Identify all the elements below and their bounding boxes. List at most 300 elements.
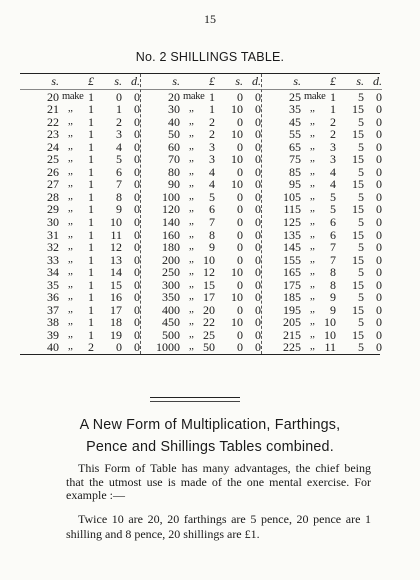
cell-pence: 0 <box>376 240 382 255</box>
cell-ditto-mark: ,, <box>68 190 73 202</box>
cell-pounds: 4 <box>209 164 215 179</box>
cell-pence: 0 <box>255 252 261 267</box>
header-shillings-result: s. <box>356 74 364 88</box>
cell-pence: 0 <box>255 152 261 167</box>
cell-pounds: 5 <box>330 202 336 217</box>
cell-shillings: 115 <box>283 202 301 217</box>
cell-shillings-result: 10 <box>231 315 243 330</box>
cell-ditto-mark: ,, <box>310 241 315 253</box>
cell-shillings-result: 2 <box>116 114 122 129</box>
table-row <box>20 216 140 229</box>
cell-ditto-mark: ,, <box>68 203 73 215</box>
header-shillings-result: s. <box>235 74 243 88</box>
cell-shillings-result: 15 <box>352 252 364 267</box>
cell-pounds: 1 <box>88 240 94 255</box>
cell-shillings: 35 <box>289 102 301 117</box>
cell-pence: 0 <box>376 164 382 179</box>
cell-shillings-result: 0 <box>237 277 243 292</box>
cell-pounds: 9 <box>330 290 336 305</box>
cell-pounds: 1 <box>88 327 94 342</box>
cell-pence: 0 <box>134 114 140 129</box>
table-row <box>262 203 382 216</box>
table-header-row <box>20 75 140 90</box>
cell-pence: 0 <box>376 215 382 230</box>
cell-pounds: 9 <box>330 302 336 317</box>
cell-shillings-result: 13 <box>110 252 122 267</box>
cell-shillings: 31 <box>47 227 59 242</box>
cell-ditto-mark: ,, <box>68 328 73 340</box>
cell-shillings-result: 10 <box>231 127 243 142</box>
cell-ditto-mark: ,, <box>68 241 73 253</box>
cell-shillings: 32 <box>47 240 59 255</box>
cell-pounds: 8 <box>330 277 336 292</box>
cell-pence: 0 <box>255 315 261 330</box>
cell-ditto-mark: ,, <box>68 291 73 303</box>
cell-pence: 0 <box>255 240 261 255</box>
cell-pounds: 20 <box>203 302 215 317</box>
table-row <box>20 203 140 216</box>
table-row <box>262 91 382 104</box>
cell-pounds: 1 <box>88 227 94 242</box>
cell-pence: 0 <box>255 302 261 317</box>
cell-ditto-mark: ,, <box>68 165 73 177</box>
divider-rule-thin <box>150 401 240 402</box>
table-row <box>262 166 382 179</box>
cell-pounds: 1 <box>330 89 336 104</box>
cell-shillings-result: 10 <box>231 265 243 280</box>
cell-shillings-result: 3 <box>116 127 122 142</box>
cell-pence: 0 <box>376 127 382 142</box>
cell-pence: 0 <box>134 215 140 230</box>
cell-ditto-mark: ,, <box>189 341 194 353</box>
cell-shillings: 145 <box>283 240 301 255</box>
cell-pounds: 1 <box>88 152 94 167</box>
cell-shillings-result: 0 <box>237 327 243 342</box>
cell-ditto-mark: ,, <box>310 165 315 177</box>
cell-shillings-result: 15 <box>352 227 364 242</box>
cell-ditto-mark: ,, <box>68 140 73 152</box>
table-column-3 <box>261 74 382 354</box>
cell-pence: 0 <box>134 277 140 292</box>
cell-shillings: 65 <box>289 139 301 154</box>
cell-shillings-result: 7 <box>116 177 122 192</box>
cell-ditto-mark: ,, <box>310 153 315 165</box>
table-column-2 <box>140 74 261 354</box>
cell-shillings: 40 <box>47 340 59 355</box>
cell-shillings: 60 <box>168 139 180 154</box>
header-shillings: s. <box>172 74 180 88</box>
cell-pounds: 6 <box>330 215 336 230</box>
cell-shillings-result: 0 <box>237 139 243 154</box>
table-row <box>141 141 261 154</box>
cell-shillings: 70 <box>168 152 180 167</box>
cell-shillings-result: 5 <box>358 290 364 305</box>
cell-shillings: 185 <box>283 290 301 305</box>
cell-pounds: 5 <box>330 189 336 204</box>
cell-ditto-mark: ,, <box>310 253 315 265</box>
cell-pounds: 1 <box>330 102 336 117</box>
cell-pounds: 7 <box>330 252 336 267</box>
table-row <box>141 216 261 229</box>
cell-pence: 0 <box>376 327 382 342</box>
cell-ditto-mark: ,, <box>310 103 315 115</box>
cell-pence: 0 <box>134 327 140 342</box>
cell-pence: 0 <box>255 290 261 305</box>
header-shillings-result: s. <box>114 74 122 88</box>
table-row <box>20 329 140 342</box>
cell-pence: 0 <box>376 89 382 104</box>
cell-shillings: 27 <box>47 177 59 192</box>
cell-pounds: 1 <box>88 252 94 267</box>
cell-pence: 0 <box>255 177 261 192</box>
table-row <box>20 103 140 116</box>
cell-shillings: 300 <box>162 277 180 292</box>
cell-pounds: 1 <box>88 102 94 117</box>
cell-ditto-mark: ,, <box>68 278 73 290</box>
header-shillings: s. <box>51 74 59 88</box>
cell-shillings: 22 <box>47 114 59 129</box>
cell-shillings-result: 11 <box>110 227 122 242</box>
cell-shillings-result: 5 <box>358 89 364 104</box>
cell-ditto-mark: ,, <box>189 128 194 140</box>
header-pounds: £ <box>330 74 336 88</box>
table-header-row <box>141 75 261 90</box>
cell-pence: 0 <box>134 202 140 217</box>
table-row <box>262 266 382 279</box>
cell-shillings: 20 <box>168 89 180 104</box>
table-row <box>262 153 382 166</box>
cell-pence: 0 <box>255 265 261 280</box>
table-row <box>262 178 382 191</box>
cell-pounds: 22 <box>203 315 215 330</box>
cell-shillings: 34 <box>47 265 59 280</box>
example-paragraph: Twice 10 are 20, 20 farthings are 5 pence, 20 pence are 1 shilling and 8 pence, 20 shillings are £1. <box>66 512 371 541</box>
cell-shillings: 30 <box>47 215 59 230</box>
header-pounds: £ <box>209 74 215 88</box>
cell-pounds: 4 <box>330 177 336 192</box>
cell-shillings-result: 0 <box>116 340 122 355</box>
cell-pounds: 2 <box>209 114 215 129</box>
cell-ditto-mark: ,, <box>189 303 194 315</box>
cell-shillings: 20 <box>47 89 59 104</box>
table-row <box>20 116 140 129</box>
cell-pence: 0 <box>134 315 140 330</box>
cell-ditto-mark: ,, <box>189 228 194 240</box>
cell-shillings-result: 15 <box>352 277 364 292</box>
table-row <box>20 91 140 104</box>
cell-pence: 0 <box>255 102 261 117</box>
header-pence: d. <box>373 74 382 88</box>
cell-shillings-result: 15 <box>352 102 364 117</box>
cell-pounds: 1 <box>88 189 94 204</box>
cell-ditto-mark: ,, <box>189 178 194 190</box>
table-row <box>20 166 140 179</box>
cell-pence: 0 <box>134 302 140 317</box>
cell-pounds: 2 <box>209 127 215 142</box>
cell-shillings: 155 <box>283 252 301 267</box>
cell-shillings: 350 <box>162 290 180 305</box>
cell-pounds: 1 <box>209 89 215 104</box>
cell-pence: 0 <box>376 265 382 280</box>
cell-ditto-mark: ,, <box>310 178 315 190</box>
cell-pounds: 15 <box>203 277 215 292</box>
cell-ditto-mark: ,, <box>310 291 315 303</box>
cell-pence: 0 <box>134 152 140 167</box>
table-row <box>141 304 261 317</box>
table-row <box>20 291 140 304</box>
cell-ditto-mark: ,, <box>68 253 73 265</box>
cell-pence: 0 <box>376 102 382 117</box>
table-title: No. 2 SHILLINGS TABLE. <box>135 50 285 64</box>
cell-pounds: 7 <box>330 240 336 255</box>
cell-pounds: 1 <box>88 290 94 305</box>
cell-ditto-mark: ,, <box>310 278 315 290</box>
cell-pence: 0 <box>376 227 382 242</box>
cell-pence: 0 <box>134 89 140 104</box>
cell-pounds: 8 <box>330 265 336 280</box>
cell-shillings-result: 5 <box>358 139 364 154</box>
cell-pounds: 11 <box>324 340 336 355</box>
cell-shillings: 55 <box>289 127 301 142</box>
cell-pence: 0 <box>134 139 140 154</box>
cell-shillings: 36 <box>47 290 59 305</box>
cell-shillings-result: 18 <box>110 315 122 330</box>
cell-shillings: 40 <box>168 114 180 129</box>
cell-pence: 0 <box>255 340 261 355</box>
cell-ditto-mark: ,, <box>68 266 73 278</box>
cell-shillings: 125 <box>283 215 301 230</box>
cell-ditto-mark: ,, <box>68 303 73 315</box>
cell-ditto-mark: ,, <box>189 253 194 265</box>
cell-ditto-mark: ,, <box>68 228 73 240</box>
cell-shillings: 205 <box>283 315 301 330</box>
cell-pence: 0 <box>376 290 382 305</box>
table-row <box>262 191 382 204</box>
cell-pence: 0 <box>134 252 140 267</box>
table-row <box>141 254 261 267</box>
cell-pence: 0 <box>255 327 261 342</box>
cell-shillings-result: 12 <box>110 240 122 255</box>
table-row <box>141 128 261 141</box>
cell-shillings: 85 <box>289 164 301 179</box>
cell-pence: 0 <box>255 227 261 242</box>
header-pounds: £ <box>88 74 94 88</box>
cell-shillings-result: 0 <box>237 227 243 242</box>
cell-pence: 0 <box>376 252 382 267</box>
section-heading-line-1: A New Form of Multiplication, Farthings, <box>79 417 341 433</box>
cell-shillings-result: 0 <box>237 89 243 104</box>
cell-pence: 0 <box>134 127 140 142</box>
cell-pence: 0 <box>376 302 382 317</box>
table-row <box>141 241 261 254</box>
cell-ditto-mark: ,, <box>189 190 194 202</box>
cell-shillings-result: 0 <box>237 340 243 355</box>
cell-pounds: 10 <box>324 327 336 342</box>
cell-ditto-mark: ,, <box>189 316 194 328</box>
cell-pounds: 1 <box>88 177 94 192</box>
cell-shillings: 21 <box>47 102 59 117</box>
cell-pounds: 4 <box>209 177 215 192</box>
cell-pounds: 3 <box>209 152 215 167</box>
cell-pence: 0 <box>134 340 140 355</box>
cell-shillings: 100 <box>162 189 180 204</box>
table-row <box>141 191 261 204</box>
cell-pence: 0 <box>255 215 261 230</box>
cell-shillings: 50 <box>168 127 180 142</box>
cell-shillings-result: 0 <box>237 202 243 217</box>
cell-shillings-result: 19 <box>110 327 122 342</box>
cell-shillings: 1000 <box>156 340 180 355</box>
cell-ditto-mark: ,, <box>68 178 73 190</box>
cell-shillings-result: 5 <box>358 340 364 355</box>
cell-shillings: 450 <box>162 315 180 330</box>
cell-pence: 0 <box>255 277 261 292</box>
cell-shillings-result: 5 <box>358 265 364 280</box>
cell-pounds: 1 <box>88 164 94 179</box>
cell-ditto-mark: ,, <box>310 190 315 202</box>
table-row <box>262 329 382 342</box>
cell-shillings: 28 <box>47 189 59 204</box>
cell-shillings: 140 <box>162 215 180 230</box>
table-row <box>141 266 261 279</box>
cell-pounds: 3 <box>209 139 215 154</box>
cell-pence: 0 <box>255 164 261 179</box>
cell-shillings-result: 10 <box>231 152 243 167</box>
table-row <box>141 116 261 129</box>
table-row <box>141 229 261 242</box>
cell-shillings-result: 0 <box>237 189 243 204</box>
cell-shillings-result: 10 <box>110 215 122 230</box>
cell-pence: 0 <box>255 89 261 104</box>
cell-ditto-mark: ,, <box>189 216 194 228</box>
cell-pounds: 1 <box>88 202 94 217</box>
cell-shillings: 135 <box>283 227 301 242</box>
table-row <box>20 141 140 154</box>
header-shillings: s. <box>293 74 301 88</box>
table-row <box>141 178 261 191</box>
cell-pence: 0 <box>255 139 261 154</box>
cell-pence: 0 <box>376 114 382 129</box>
table-row <box>20 254 140 267</box>
header-pence: d. <box>252 74 261 88</box>
cell-pounds: 6 <box>209 202 215 217</box>
cell-pounds: 2 <box>330 127 336 142</box>
cell-pence: 0 <box>134 102 140 117</box>
cell-shillings-result: 4 <box>116 139 122 154</box>
cell-pounds: 3 <box>330 139 336 154</box>
cell-pounds: 10 <box>203 252 215 267</box>
cell-pounds: 17 <box>203 290 215 305</box>
cell-ditto-mark: ,, <box>310 303 315 315</box>
cell-shillings: 175 <box>283 277 301 292</box>
cell-pence: 0 <box>134 290 140 305</box>
cell-shillings-result: 0 <box>116 89 122 104</box>
cell-shillings-result: 16 <box>110 290 122 305</box>
shillings-table <box>20 73 380 355</box>
table-row <box>262 291 382 304</box>
cell-pence: 0 <box>255 114 261 129</box>
cell-pounds: 1 <box>88 139 94 154</box>
cell-shillings-result: 5 <box>116 152 122 167</box>
table-row <box>141 103 261 116</box>
cell-pounds: 8 <box>209 227 215 242</box>
table-row <box>141 316 261 329</box>
cell-shillings: 225 <box>283 340 301 355</box>
cell-pounds: 6 <box>330 227 336 242</box>
cell-shillings-result: 15 <box>110 277 122 292</box>
cell-shillings-result: 5 <box>358 189 364 204</box>
intro-paragraph: This Form of Table has many advantages, the chief being that the utmost use is made of the one mental exercise. For example :— <box>66 461 371 502</box>
cell-shillings: 400 <box>162 302 180 317</box>
table-row <box>262 241 382 254</box>
cell-ditto-mark: ,, <box>310 328 315 340</box>
table-row <box>20 266 140 279</box>
table-row <box>262 254 382 267</box>
cell-shillings-result: 0 <box>237 240 243 255</box>
cell-shillings-result: 10 <box>231 177 243 192</box>
cell-ditto-mark: ,, <box>310 128 315 140</box>
cell-pence: 0 <box>134 164 140 179</box>
cell-shillings-result: 17 <box>110 302 122 317</box>
cell-shillings: 200 <box>162 252 180 267</box>
table-row <box>262 341 382 354</box>
cell-shillings: 30 <box>168 102 180 117</box>
header-pence: d. <box>131 74 140 88</box>
cell-ditto-mark: ,, <box>68 115 73 127</box>
cell-shillings-result: 0 <box>237 252 243 267</box>
cell-pounds: 1 <box>88 315 94 330</box>
cell-pounds: 5 <box>209 189 215 204</box>
table-row <box>262 128 382 141</box>
cell-pence: 0 <box>376 152 382 167</box>
cell-shillings-result: 15 <box>352 327 364 342</box>
table-row <box>20 279 140 292</box>
cell-shillings: 160 <box>162 227 180 242</box>
cell-make-label: make <box>304 90 326 102</box>
table-row <box>262 229 382 242</box>
cell-shillings-result: 5 <box>358 164 364 179</box>
cell-pence: 0 <box>255 189 261 204</box>
cell-shillings-result: 6 <box>116 164 122 179</box>
cell-pence: 0 <box>376 189 382 204</box>
cell-shillings-result: 0 <box>237 302 243 317</box>
cell-shillings-result: 15 <box>352 177 364 192</box>
table-header-row <box>262 75 382 90</box>
table-row <box>141 279 261 292</box>
cell-shillings: 250 <box>162 265 180 280</box>
cell-ditto-mark: ,, <box>189 153 194 165</box>
cell-shillings: 38 <box>47 315 59 330</box>
table-row <box>141 203 261 216</box>
cell-pounds: 1 <box>88 114 94 129</box>
cell-ditto-mark: ,, <box>189 115 194 127</box>
cell-shillings: 500 <box>162 327 180 342</box>
cell-shillings: 75 <box>289 152 301 167</box>
cell-shillings: 39 <box>47 327 59 342</box>
cell-pounds: 1 <box>88 127 94 142</box>
cell-ditto-mark: ,, <box>189 165 194 177</box>
cell-pounds: 10 <box>324 315 336 330</box>
cell-pence: 0 <box>134 240 140 255</box>
cell-pounds: 12 <box>203 265 215 280</box>
cell-shillings: 95 <box>289 177 301 192</box>
cell-shillings: 215 <box>283 327 301 342</box>
page-number: 15 <box>204 12 216 26</box>
cell-ditto-mark: ,, <box>68 316 73 328</box>
cell-pounds: 25 <box>203 327 215 342</box>
cell-ditto-mark: ,, <box>310 115 315 127</box>
table-row <box>262 304 382 317</box>
